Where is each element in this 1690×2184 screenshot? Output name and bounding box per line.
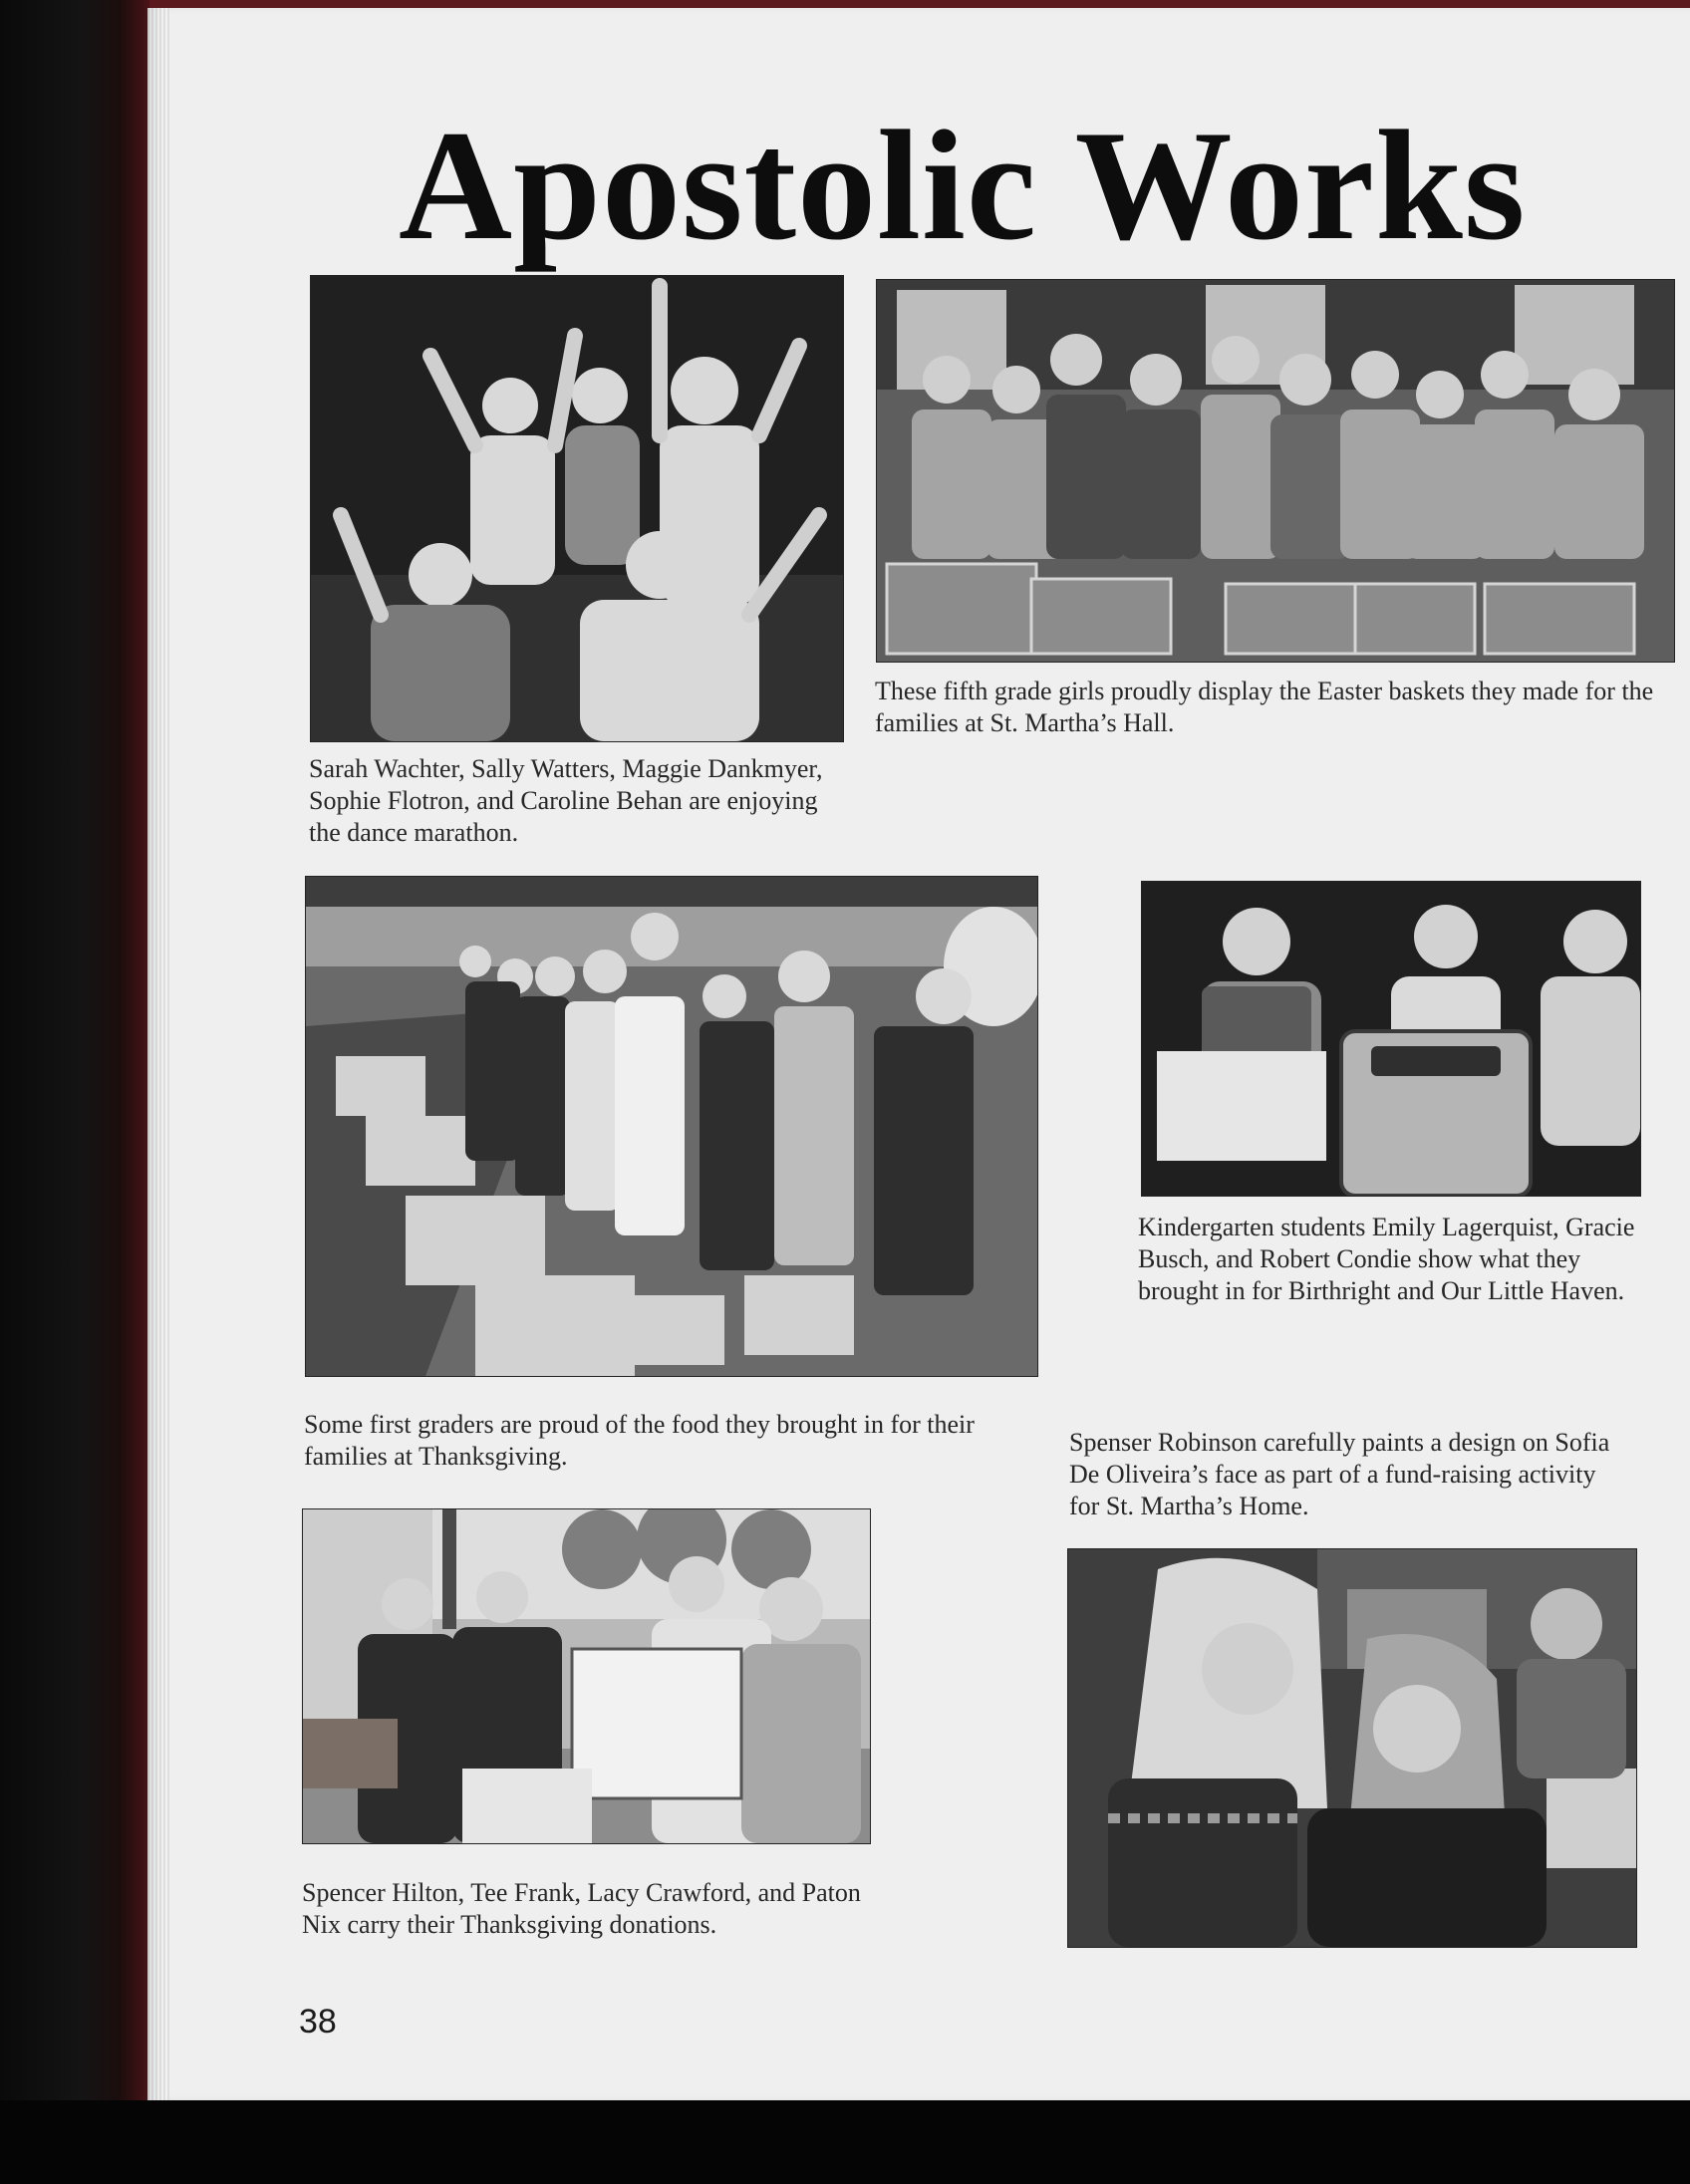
book-binding (0, 0, 149, 2102)
thanksgiving-food-caption: Some first graders are proud of the food they brought in for their families at Thanksgiving. (304, 1410, 975, 1471)
thanksgiving-donations-photo (302, 1508, 871, 1844)
thanksgiving-donations-caption: Spencer Hilton, Tee Frank, Lacy Crawford, and Paton Nix carry their Thanksgiving donations. (302, 1878, 861, 1939)
page-number: 38 (299, 2003, 337, 2041)
easter-baskets-caption: These fifth grade girls proudly display the Easter baskets they made for the families at St. Martha’s Hall. (875, 677, 1654, 737)
dance-marathon-photo (310, 275, 844, 742)
face-painting-caption: Spenser Robinson carefully paints a design on Sofia De Oliveira’s face as part of a fund-raising activity for St. Martha’s Home. (1069, 1428, 1610, 1520)
thanksgiving-food-photo (305, 876, 1038, 1377)
kindergarten-donations-photo (1141, 881, 1641, 1197)
easter-baskets-photo (876, 279, 1675, 663)
page-gutter (147, 8, 169, 2100)
dance-marathon-caption: Sarah Wachter, Sally Watters, Maggie Dankmyer, Sophie Flotron, and Caroline Behan are enjoying the dance marathon. (309, 754, 823, 847)
face-painting-photo (1067, 1548, 1637, 1948)
scan-background (0, 2100, 1690, 2184)
kindergarten-donations-caption: Kindergarten students Emily Lagerquist, Gracie Busch, and Robert Condie show what they brought in for Birthright and Our Little Haven. (1138, 1213, 1635, 1305)
page-title: Apostolic Works (399, 99, 1527, 273)
